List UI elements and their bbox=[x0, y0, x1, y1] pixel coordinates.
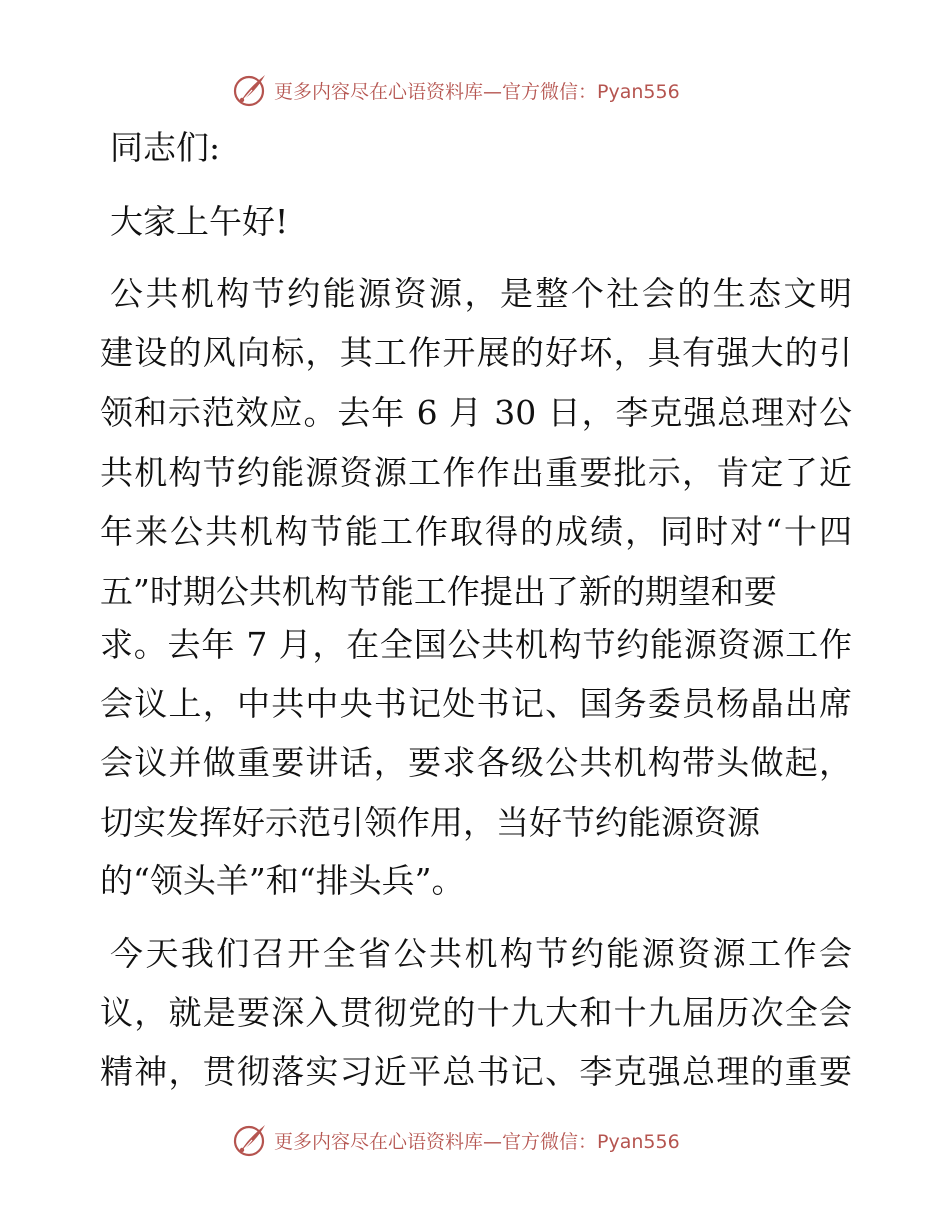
paragraph-line: 公共机构节约能源资源，是整个社会的生态文明 bbox=[110, 274, 852, 313]
feather-quill-icon bbox=[232, 72, 268, 108]
paragraph-line: 今天我们召开全省公共机构节约能源资源工作会 bbox=[110, 934, 852, 973]
greeting: 大家上午好! bbox=[110, 202, 289, 241]
paragraph-line: 议，就是要深入贯彻党的十九大和十九届历次全会 bbox=[100, 993, 852, 1032]
paragraph-line: 会议上，中共中央书记处书记、国务委员杨晶出席 bbox=[100, 684, 852, 723]
paragraph-line: 五”时期公共机构节能工作提出了新的期望和要 bbox=[100, 572, 777, 611]
paragraph-line: 精神，贯彻落实习近平总书记、李克强总理的重要 bbox=[100, 1052, 852, 1091]
paragraph-line: 年来公共机构节能工作取得的成绩，同时对“十四 bbox=[100, 512, 852, 551]
paragraph-line: 求。去年 7 月，在全国公共机构节约能源资源工作 bbox=[100, 625, 852, 664]
paragraph-line: 的“领头羊”和“排头兵”。 bbox=[100, 861, 465, 900]
header-banner bbox=[232, 70, 722, 110]
paragraph-line: 切实发挥好示范引领作用，当好节约能源资源 bbox=[100, 803, 760, 842]
banner-text: 更多内容尽在心语资料库—官方微信：Pyan556 bbox=[274, 1130, 680, 1153]
footer-banner bbox=[232, 1120, 722, 1160]
salutation: 同志们: bbox=[110, 128, 221, 167]
paragraph-line: 领和示范效应。去年 6 月 30 日，李克强总理对公 bbox=[100, 393, 852, 432]
paragraph-line: 共机构节约能源资源工作作出重要批示，肯定了近 bbox=[100, 453, 852, 492]
feather-quill-icon bbox=[232, 1122, 268, 1158]
paragraph-line: 会议并做重要讲话，要求各级公共机构带头做起， bbox=[100, 743, 852, 782]
banner-text: 更多内容尽在心语资料库—官方微信：Pyan556 bbox=[274, 80, 680, 103]
paragraph-line: 建设的风向标，其工作开展的好坏，具有强大的引 bbox=[100, 333, 852, 372]
